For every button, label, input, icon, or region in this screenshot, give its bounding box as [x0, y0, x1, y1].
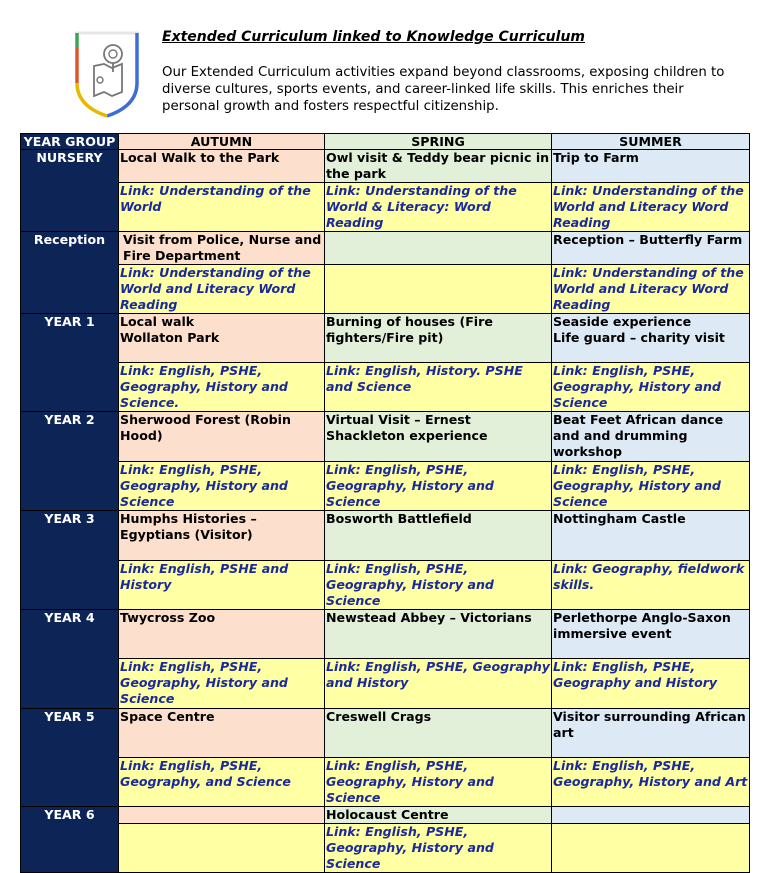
table-row	[21, 709, 750, 758]
table-row-link	[21, 758, 750, 807]
activity-cell-autumn	[119, 807, 325, 824]
link-cell-summer: Link: Understanding of the World and Literacy Word Reading	[552, 265, 750, 314]
link-cell-spring: Link: English, PSHE, Geography, History and Science	[325, 462, 552, 511]
activity-cell-spring: Newstead Abbey – Victorians	[325, 610, 552, 659]
school-logo	[72, 28, 142, 120]
activity-cell-autumn: Local walk Wollaton Park	[119, 314, 325, 363]
table-row-link	[21, 363, 750, 412]
link-cell-autumn: Link: English, PSHE, Geography, and Science	[119, 758, 325, 807]
header-summer: SUMMER	[552, 134, 750, 150]
activity-cell-autumn: Space Centre	[119, 709, 325, 758]
link-cell-spring: Link: English, History. PSHE and Science	[325, 363, 552, 412]
activity-cell-summer	[552, 314, 750, 363]
table-row	[21, 610, 750, 659]
table-row	[21, 232, 750, 265]
table-row-link	[21, 462, 750, 511]
activity-cell-summer: Reception – Butterfly Farm	[552, 232, 750, 265]
activity-cell-summer	[552, 807, 750, 824]
header-autumn: AUTUMN	[119, 134, 325, 150]
year-cell: YEAR 4	[21, 610, 119, 709]
table-row-link	[21, 265, 750, 314]
year-cell: YEAR 1	[21, 314, 119, 412]
link-cell-spring: Link: English, PSHE, Geography, History and Science	[325, 561, 552, 610]
table-row	[21, 807, 750, 824]
link-cell-summer: Link: English, PSHE, Geography, History and Art	[552, 758, 750, 807]
activity-cell-spring	[325, 232, 552, 265]
activity-cell-summer: Beat Feet African dance and and drumming workshop	[552, 412, 750, 462]
activity-cell-summer: Trip to Farm	[552, 150, 750, 183]
link-cell-autumn: Link: Understanding of the World	[119, 183, 325, 232]
table-row-link	[21, 561, 750, 610]
link-cell-spring: Link: Understanding of the World & Literacy: Word Reading	[325, 183, 552, 232]
activity-cell-spring: Burning of houses (Fire fighters/Fire pit)	[325, 314, 552, 363]
activity-line: Seaside experience	[553, 314, 692, 329]
year-cell: YEAR 3	[21, 511, 119, 610]
link-cell-autumn: Link: English, PSHE, Geography, History and Science	[119, 462, 325, 511]
activity-cell-autumn: Sherwood Forest (Robin Hood)	[119, 412, 325, 462]
document-title: Extended Curriculum linked to Knowledge Curriculum	[162, 29, 585, 45]
activity-cell-summer: Visitor surrounding African art	[552, 709, 750, 758]
activity-cell-spring: Holocaust Centre	[325, 807, 552, 824]
table-row-link	[21, 183, 750, 232]
table-row-link	[21, 659, 750, 709]
table-row	[21, 412, 750, 462]
year-cell: YEAR 6	[21, 807, 119, 873]
activity-cell-summer: Nottingham Castle	[552, 511, 750, 561]
link-cell-autumn	[119, 824, 325, 873]
activity-cell-summer: Perlethorpe Anglo-Saxon immersive event	[552, 610, 750, 659]
activity-cell-spring: Virtual Visit – Ernest Shackleton experience	[325, 412, 552, 462]
intro-paragraph: Our Extended Curriculum activities expand beyond classrooms, exposing children to diverse cultures, sports events, and career-linked life skills. This enriches their personal growth and fosters respectful citizenship.	[162, 65, 725, 114]
year-cell: NURSERY	[21, 150, 119, 232]
link-cell-autumn: Link: English, PSHE and History	[119, 561, 325, 610]
link-cell-autumn: Link: English, PSHE, Geography, History and Science	[119, 659, 325, 709]
link-cell-summer: Link: Understanding of the World and Literacy Word Reading	[552, 183, 750, 232]
activity-cell-autumn: Local Walk to the Park	[119, 150, 325, 183]
link-cell-autumn: Link: Understanding of the World and Literacy Word Reading	[119, 265, 325, 314]
header-spring: SPRING	[325, 134, 552, 150]
header-year-group: YEAR GROUP	[21, 134, 119, 150]
table-row-link	[21, 824, 750, 873]
activity-cell-autumn: Twycross Zoo	[119, 610, 325, 659]
table-header-row	[21, 134, 750, 150]
link-cell-spring: Link: English, PSHE, Geography, History and Science	[325, 824, 552, 873]
link-cell-summer: Link: English, PSHE, Geography and History	[552, 659, 750, 709]
activity-cell-autumn: Humphs Histories – Egyptians (Visitor)	[119, 511, 325, 561]
link-cell-autumn: Link: English, PSHE, Geography, History and Science.	[119, 363, 325, 412]
curriculum-table	[20, 133, 750, 873]
link-cell-spring: Link: English, PSHE, Geography, History and Science	[325, 758, 552, 807]
link-cell-spring: Link: English, PSHE, Geography and History	[325, 659, 552, 709]
crest-map-pin-icon	[72, 28, 142, 120]
year-cell: Reception	[21, 232, 119, 314]
link-cell-summer: Link: Geography, fieldwork skills.	[552, 561, 750, 610]
link-cell-summer	[552, 824, 750, 873]
link-cell-summer: Link: English, PSHE, Geography, History and Science	[552, 462, 750, 511]
link-cell-summer: Link: English, PSHE, Geography, History and Science	[552, 363, 750, 412]
activity-line: Life guard – charity visit	[553, 330, 725, 345]
table-row	[21, 511, 750, 561]
activity-cell-spring: Creswell Crags	[325, 709, 552, 758]
table-row	[21, 150, 750, 183]
year-cell: YEAR 5	[21, 709, 119, 807]
table-row	[21, 314, 750, 363]
activity-cell-autumn: Visit from Police, Nurse and Fire Department	[119, 232, 325, 265]
year-cell: YEAR 2	[21, 412, 119, 511]
activity-cell-spring: Owl visit & Teddy bear picnic in the park	[325, 150, 552, 183]
link-cell-spring	[325, 265, 552, 314]
activity-cell-spring: Bosworth Battlefield	[325, 511, 552, 561]
